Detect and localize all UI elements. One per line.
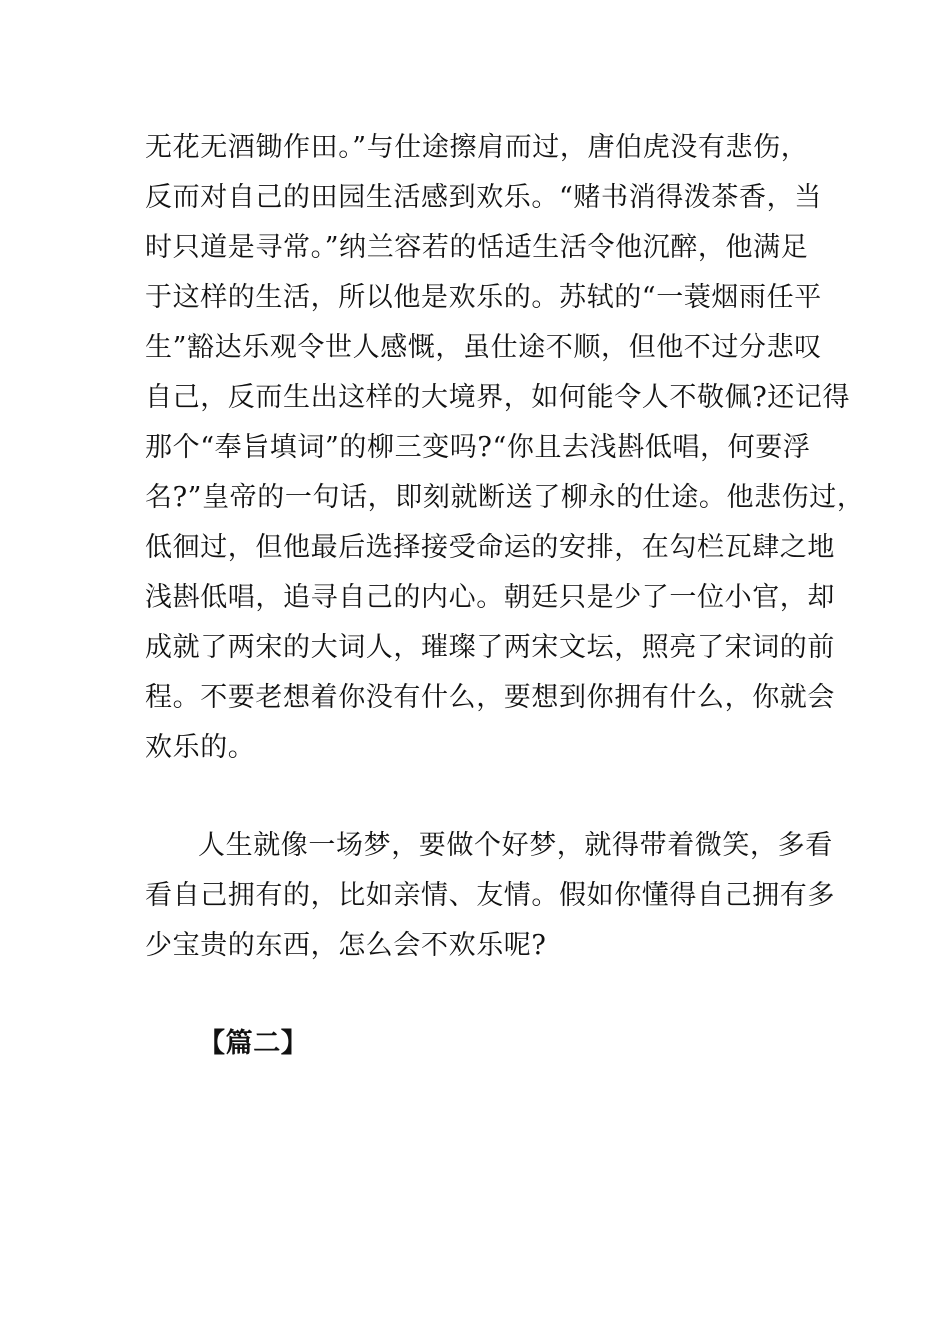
paragraph-1-line: 时只道是寻常。”纳兰容若的恬适生活令他沉醉，他满足 <box>145 232 809 263</box>
paragraph-1-line: 浅斟低唱，追寻自己的内心。朝廷只是少了一位小官，却 <box>145 582 835 613</box>
paragraph-1-line: 欢乐的。 <box>145 732 256 763</box>
section-heading: 【篇二】 <box>198 1028 309 1059</box>
paragraph-2-line: 人生就像一场梦，要做个好梦，就得带着微笑，多看 <box>198 830 833 861</box>
paragraph-1-line: 自己，反而生出这样的大境界，如何能令人不敬佩?还记得 <box>145 382 851 413</box>
paragraph-1-line: 无花无酒锄作田。”与仕途擦肩而过，唐伯虎没有悲伤， <box>145 132 809 163</box>
paragraph-1-line: 成就了两宋的大词人，璀璨了两宋文坛，照亮了宋词的前 <box>145 632 835 663</box>
paragraph-1-line: 反而对自己的田园生活感到欢乐。“赌书消得泼茶香，当 <box>145 182 822 213</box>
paragraph-1-line: 那个“奉旨填词”的柳三变吗?“你且去浅斟低唱，何要浮 <box>145 432 811 463</box>
paragraph-1-line: 低徊过，但他最后选择接受命运的安排，在勾栏瓦肆之地 <box>145 532 835 563</box>
paragraph-1-line: 名?”皇帝的一句话，即刻就断送了柳永的仕途。他悲伤过， <box>145 482 865 513</box>
paragraph-2-line: 看自己拥有的，比如亲情、友情。假如你懂得自己拥有多 <box>145 880 835 911</box>
paragraph-1-line: 生”豁达乐观令世人感慨，虽仕途不顺，但他不过分悲叹 <box>145 332 822 363</box>
paragraph-2-line: 少宝贵的东西，怎么会不欢乐呢? <box>145 930 547 961</box>
paragraph-1-line: 于这样的生活，所以他是欢乐的。苏轼的“一蓑烟雨任平 <box>145 282 822 313</box>
paragraph-1-line: 程。不要老想着你没有什么，要想到你拥有什么，你就会 <box>145 682 835 713</box>
